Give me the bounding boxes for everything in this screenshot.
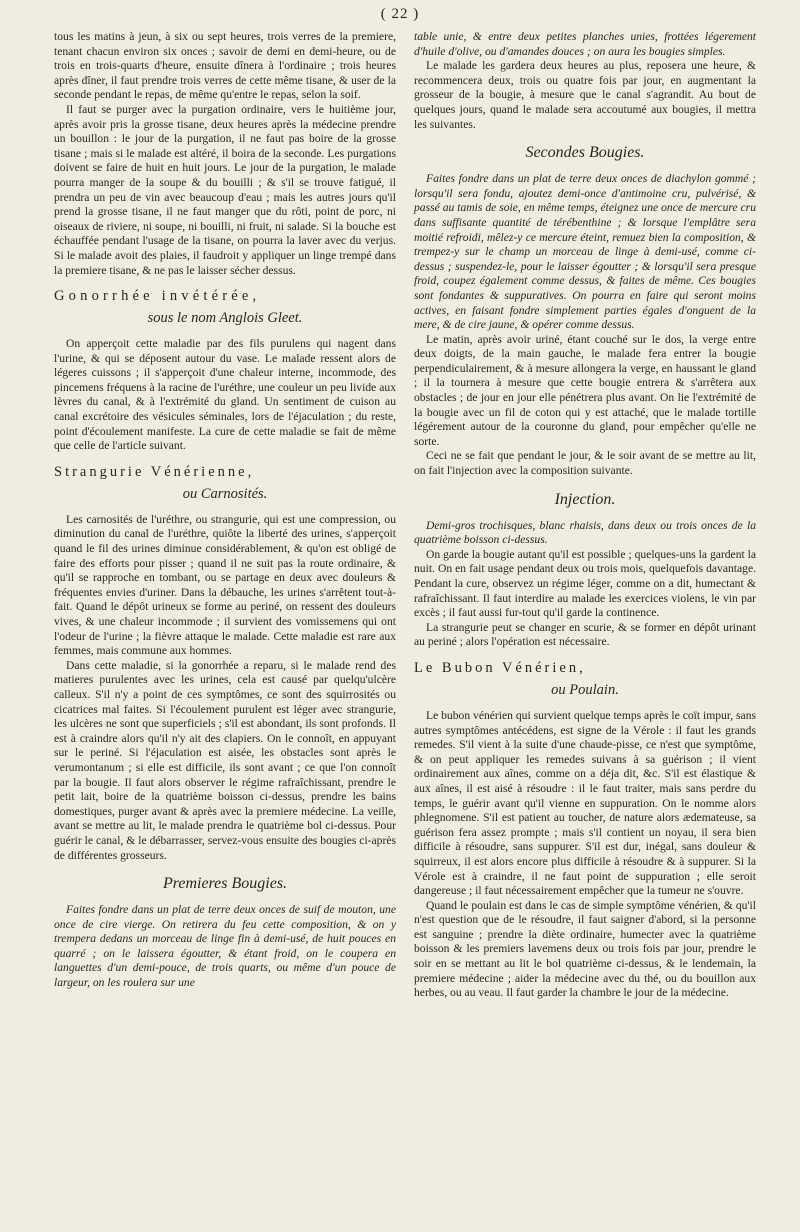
paragraph: Le malade les gardera deux heures au plus, reposera une heure, & recommencera deux, trois ou quatre fois par jour, en augmentant la grosseur de la bougie, à mesure que le canal s'agrandit. Au bout de quelques jours, quand le malade sera accoutumé aux bougies, il mettra les suivantes.	[414, 59, 756, 131]
section-subheading: ou Poulain.	[551, 681, 619, 698]
paragraph: On garde la bougie autant qu'il est possible ; quelques-uns la gardent la nuit. On en fait usage pendant deux ou trois mois, quelquefois davantage. Pendant la cure, observez un régime léger, comme on a dit, humectant & rafraîchissant. Il faut interdire au malade les exercices violens, le vin par excès ; il faut aussi fur-tout qu'il garde la continence.	[414, 547, 756, 620]
paragraph: Le bubon vénérien qui survient quelque temps après le coït impur, sans autres symptômes antécédens, est signe de la Vérole : il faut les grands remedes. S'il vient à la suite d'une chaude-pisse, ce n'est que symptôme, & on peut appliquer les remedes suivans à sa guérison ; il vient ordinairement aux aînes, comme on a déja dit, &c. S'il est élastique & aux aînes, il est aisé à résoudre : il le faut traiter, mais sans perdre du temps, le guérir avant qu'il vienne en suppuration. On le nomme alors phlegnomene. S'il est patient au toucher, de nature alors ædemateuse, sa guérison fera assez prompte ; mais s'il contient un noyau, il sera bien difficile à résoudre, sans suppurer. S'il est dur, inégal, sans douleur & squirreux, il est alors encore plus difficile à résoudre & à suppurer. Si la Vérole est à craindre, il ne faut point de suppuration ; elle seroit dangereuse ; il faut nécessairement empêcher que la tumeur ne s'ouvre.	[414, 708, 756, 898]
paragraph: Les carnosités de l'uréthre, ou strangurie, qui est une compression, ou diminution du canal de l'uréthre, quiôte la liberté des urines, s'apperçoit quand le fil des urines diminue considérablement, & qu'on est obligé de faire des efforts pour pisser ; quand il ne suit pas la route ordinaire, & qu'il se rapproche en tombant, ou se partage en deux avec douleurs & fréquentes envies d'uriner. Dans la débauche, les urines s'arrêtent tout-à-fait. Quand le dépôt urineux se forme au periné, on ressent des douleurs vives, & une chaleur incommode ; il survient des vomissemens qui ont l'odeur de l'urine ; la fièvre attaque le malade. Cette maladie est rare aux femmes, mais commune aux hommes.	[54, 512, 396, 658]
paragraph: On apperçoit cette maladie par des fils purulens qui nagent dans l'urine, & qui se déposent autour du vase. Le malade ressent alors de légeres cuissons ; il s'apperçoit d'une chaleur interne, incommode, des pincemens fréquens à la racine de l'uréthre, une couleur un peu livide aux lèvres du canal, & à l'extrémité du gland. Un sentiment de cuison au canal excrétoire des vésicules séminales, lors de l'éjaculation ; du reste, point d'écoulement manifeste. La cure de cette maladie se fait de même que celle de l'article suivant.	[54, 337, 396, 453]
page-number: ( 22 )	[380, 6, 420, 22]
section-heading-gonorrhee: Gonorrhée invétérée,	[54, 288, 261, 305]
section-heading-strangurie: Strangurie Vénérienne,	[54, 463, 255, 480]
paragraph: Quand le poulain est dans le cas de simple symptôme vénérien, & qu'il n'est question que de le résoudre, il faut saigner d'abord, si la personne est sanguine ; prendre la diète ordinaire, humecter avec la quatrième boisson & les premiers lavemens deux ou trois fois par jour, prendre le soir en se mettant au lit le bol quatrième ci-dessus, & le lendemain, la premiere médecine ; aider la médecine avec du thé, ou du bouillon aux herbes, ou au veau. Il faut garder la chambre le jour de la médecine.	[414, 898, 756, 1000]
section-heading-secondes-bougies: Secondes Bougies.	[525, 144, 645, 162]
paragraph: La strangurie peut se changer en scurie, & se former en dépôt urinant au periné ; alors l'opération est nécessaire.	[414, 620, 756, 649]
paragraph-recipe: Faites fondre dans un plat de terre deux onces de diachylon gommé ; lorsqu'il sera fondu, ajoutez demi-once d'antimoine cru, pulvérisé, & passé au tamis de soie, en même temps, éteignez une once de mercure cru dans suffisante quantité de térébenthine ; & lorsque l'emplâtre sera moitié refroidi, mêlez-y ce mercure éteint, remuez bien la composition, & trempez-y sur le champ un morceau de linge à demi-usé, comme ci-dessus ; suspendez-le, pour le laisser égoutter ; & lorsqu'il sera presque froid, coupez également comme dessus, & faites de même. Ces bougies sont fondantes & suppuratives. On pourra en faire qui seront moins actives, en faisant fondre simplement parties égales d'onguent de la mere, & de cire jaune, & opérer comme dessus.	[414, 172, 756, 332]
paragraph: Il faut se purger avec la purgation ordinaire, vers le huitième jour, après avoir pris la grosse tisane, deux heures après la médecine prendre un bouillon : le jour de la purgation, il ne faut pas boire de la grosse tisane ; mais si le malade est altéré, il boira de la seconde. Les purgations doivent se faire de huit en huit jours. Le jour de la purgation, le malade pourra manger de la soupe & du bouilli ; & s'il se trouve fatigué, il prendra un peu de vin avec beaucoup d'eau ; mais les autres jours qu'il prend la grosse tisane, il ne faut manger que du rôti, point de porc, ni oiseaux de riviere, ni soupe, ni bouilli, ni fruit, ni salade. Si la bouche est échauffée pendant l'usage de la tisane, on pourra la laver avec du verjus. Si le malade avoit des plaies, il faudroit y appliquer un linge trempé dans la premiere tisane, & ne pas le laisser sécher dessus.	[54, 102, 396, 277]
paragraph: Ceci ne se fait que pendant le jour, & le soir avant de se mettre au lit, on fait l'injection avec la composition suivante.	[414, 449, 756, 478]
section-subheading: sous le nom Anglois Gleet.	[147, 310, 303, 327]
paragraph: Le matin, après avoir uriné, étant couché sur le dos, la verge entre deux doigts, de la main gauche, le malade fera entrer la bougie perpendiculairement, & à mesure allongera la verge, en haussant le gland ; il la tournera à mesure que cette bougie entrera & s'arrêtera aux obstacles ; de jour en jour elle pénétrera plus avant. On lie l'extrémité de la bougie avec un fil de coton qui y est attaché, que le malade tortille légérement autour de la couronne du gland, pour empêcher qu'elle ne sorte.	[414, 332, 756, 448]
paragraph: tous les matins à jeun, à six ou sept heures, trois verres de la premiere, tenant chacun environ six onces ; savoir de demi en demi-heure, ou de trois en trois-quarts d'heure, ensuite dînera à l'ordinaire ; trois heures après dîner, il faut prendre trois verres de cette même tisane, & user de la seconde pendant le repas, de même qu'entre le repas, selon la soif.	[54, 30, 396, 102]
section-heading-injection: Injection.	[554, 490, 616, 508]
paragraph-recipe: Faites fondre dans un plat de terre deux onces de suif de mouton, une once de cire vierge. On retirera du feu cette composition, & on y trempera dedans un morceau de linge fin à demi-usé, de huit pouces en quarré ; on le laissera égoutter, & étant froid, on le coupera en languettes d'un demi-pouce, de trois quarts, ou même d'un pouce de largeur, on les roulera sur une	[54, 903, 396, 990]
section-heading-bubon: Le Bubon Vénérien,	[414, 659, 586, 676]
paragraph: table unie, & entre deux petites planches unies, frottées légerement d'huile d'olive, ou d'amandes douces ; on aura les bougies simples.	[414, 30, 756, 58]
paragraph: Dans cette maladie, si la gonorrhée a reparu, si le malade rend des matieres purulentes avec les urines, cela est causé par quelqu'ulcère calleux. S'il n'y a point de ces symptômes, ce sont des squirrosités ou cicatrices mal faites. Si l'écoulement purulent est léger avec strangurie, les ulcères ne sont que superficiels ; s'il est abondant, ils sont profonds. Il est à craindre alors qu'il n'y ait des clapiers. On le connoît, en appuyant sur le periné. Si l'éjaculation est aisée, les obstacles sont après le verumontanum ; si elle est difficile, ils sont avant ; ce que l'on connoît par la bougie. Il faut alors observer le régime rafraîchissant, prendre le petit lait, boire de la quatrième boisson ci-dessus, prendre les bains domestiques, purger avant & après avec la premiere médecine. La veille, avant se mettre au lit, le malade prendra le quatrième bol ci-dessus. Pour guérir le canal, & le débarrasser, servez-vous ensuite des bougies ci-après de différentes grosseurs.	[54, 658, 396, 862]
section-heading-premieres-bougies: Premieres Bougies.	[162, 875, 288, 893]
section-subheading: ou Carnosités.	[182, 485, 268, 502]
left-column	[54, 30, 396, 991]
right-column	[414, 30, 756, 1001]
paragraph-recipe: Demi-gros trochisques, blanc rhaisis, dans deux ou trois onces de la quatrième boisson ci-dessus.	[414, 518, 756, 547]
